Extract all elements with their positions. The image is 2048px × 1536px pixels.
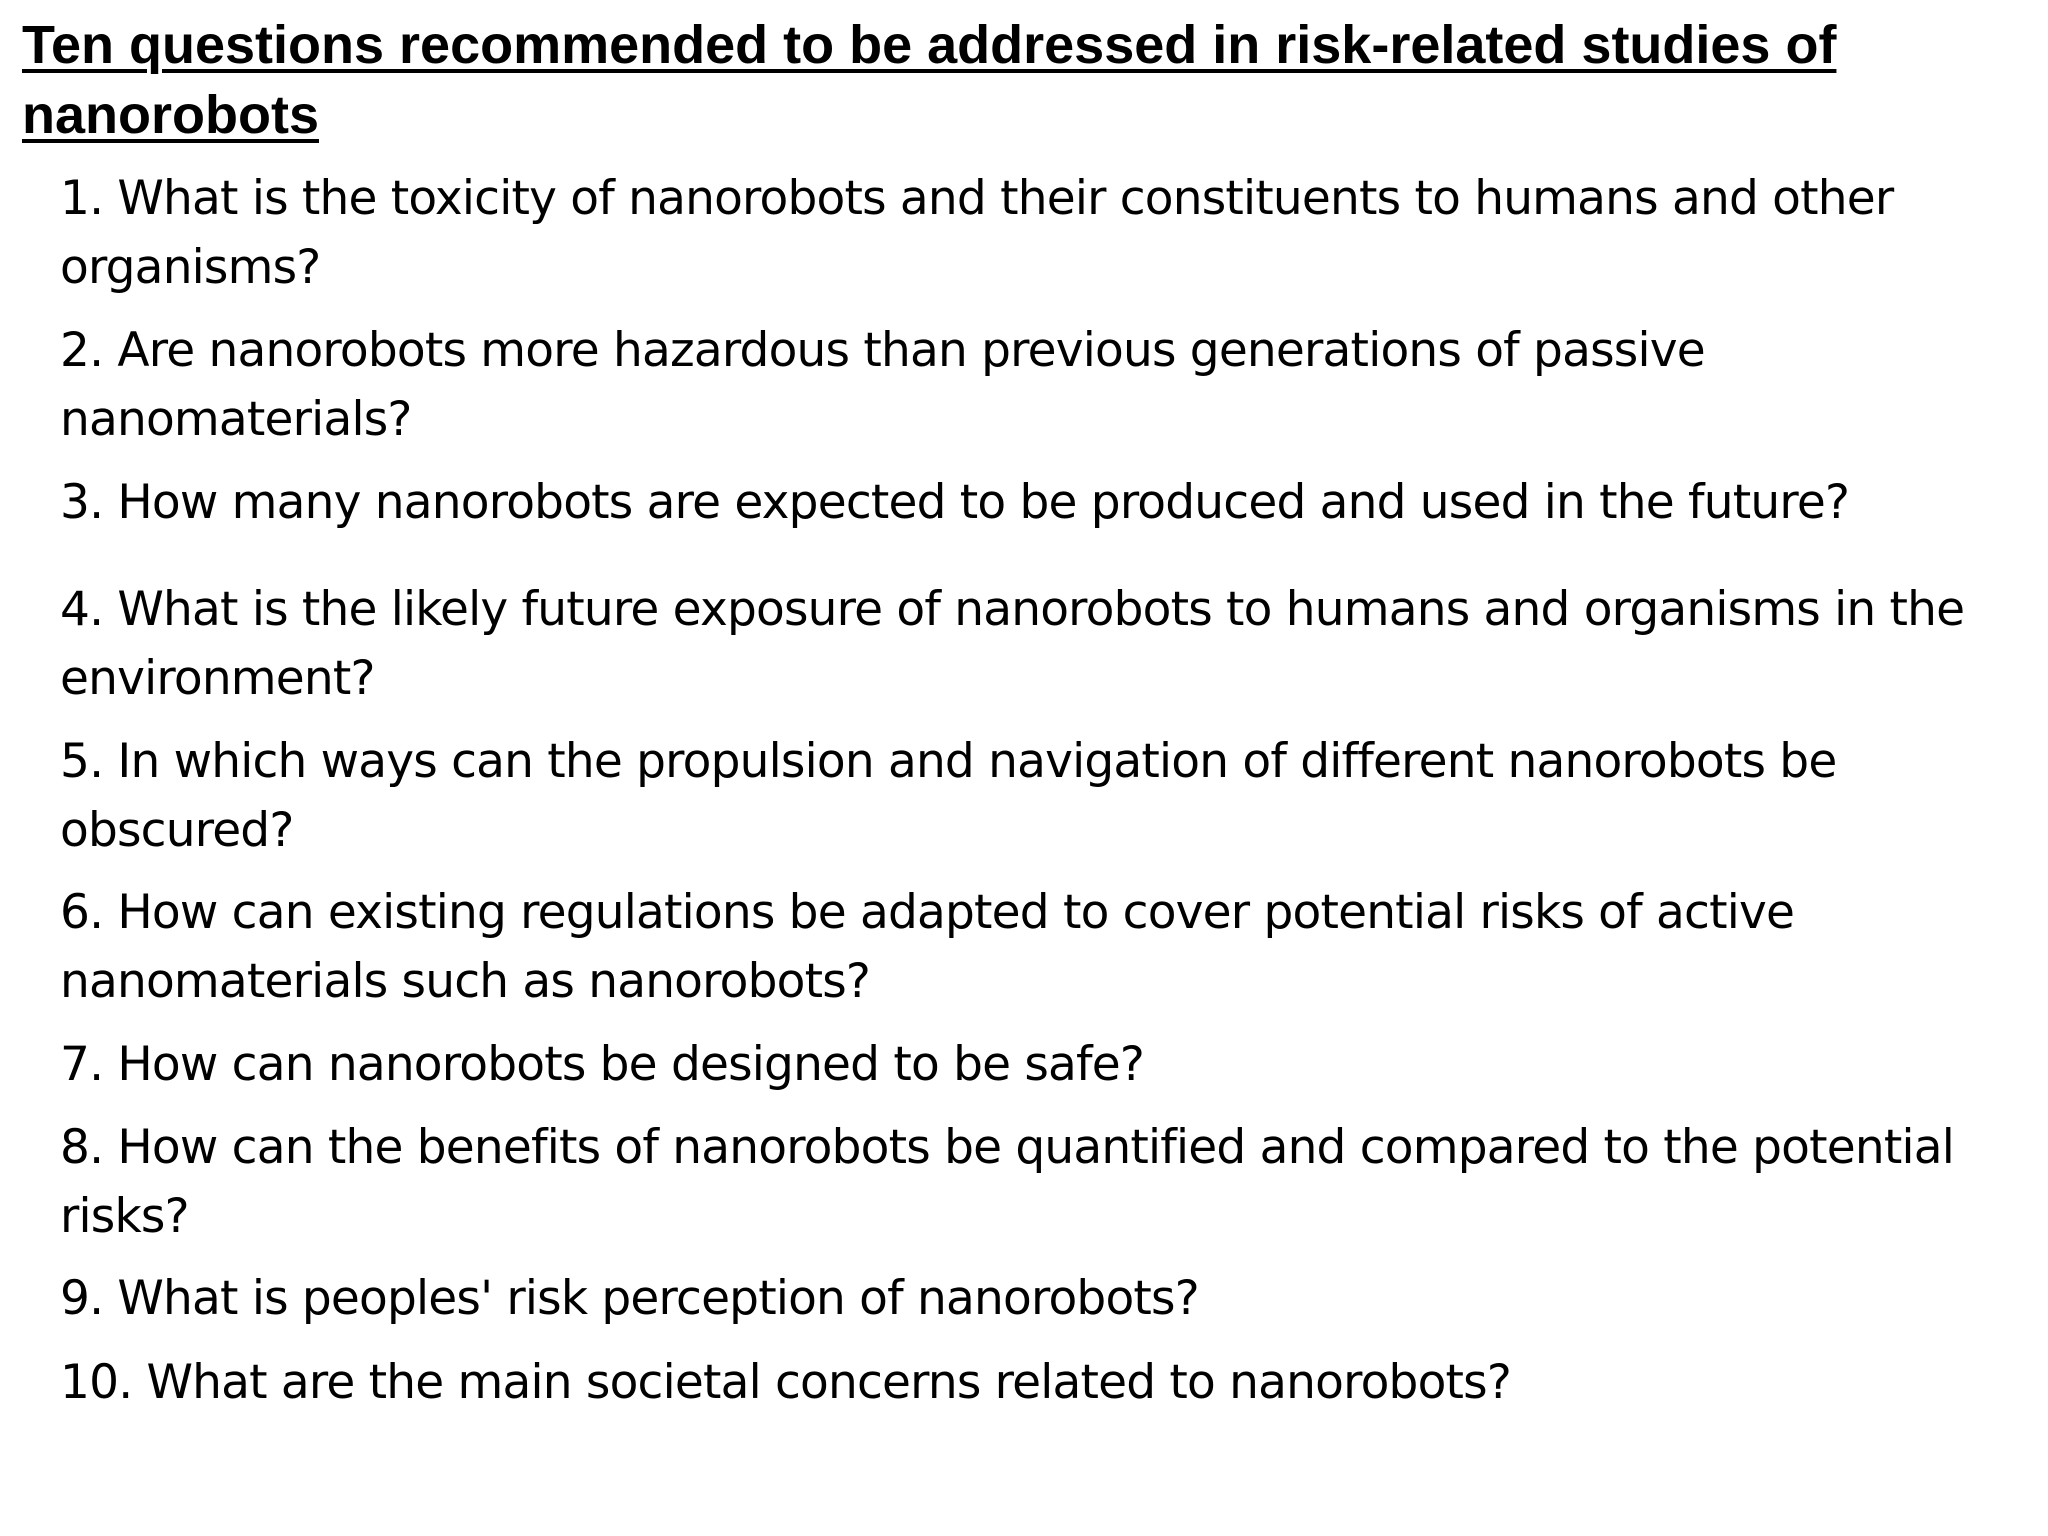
question-10-line-1: 10. What are the main societal concerns related to nanorobots?: [60, 1355, 1511, 1410]
question-3-line-1: 3. How many nanorobots are expected to be produced and used in the future?: [60, 475, 1850, 530]
question-6-line-2: nanomaterials such as nanorobots?: [60, 954, 871, 1009]
question-5-line-2: obscured?: [60, 803, 294, 858]
question-4-line-2: environment?: [60, 651, 375, 706]
question-4-line-1: 4. What is the likely future exposure of nanorobots to humans and organisms in the: [60, 582, 1965, 637]
slide-title: [22, 10, 2012, 150]
question-5: [60, 727, 2020, 865]
question-1: [60, 164, 2020, 302]
question-9: [60, 1264, 2020, 1333]
question-7-line-1: 7. How can nanorobots be designed to be safe?: [60, 1037, 1145, 1092]
question-1-line-1: 1. What is the toxicity of nanorobots and their constituents to humans and other: [60, 171, 1894, 226]
question-8-line-2: risks?: [60, 1189, 189, 1244]
question-9-line-1: 9. What is peoples' risk perception of nanorobots?: [60, 1271, 1199, 1326]
question-2-line-1: 2. Are nanorobots more hazardous than previous generations of passive: [60, 323, 1705, 378]
question-6: [60, 878, 2020, 1016]
question-5-line-1: 5. In which ways can the propulsion and navigation of different nanorobots be: [60, 734, 1837, 789]
question-6-line-1: 6. How can existing regulations be adapted to cover potential risks of active: [60, 885, 1795, 940]
slide-title-line-2: nanorobots: [22, 85, 319, 145]
question-7: [60, 1030, 2020, 1099]
question-2-line-2: nanomaterials?: [60, 392, 412, 447]
question-3: [60, 468, 2020, 537]
question-4: [60, 575, 2020, 713]
question-8-line-1: 8. How can the benefits of nanorobots be quantified and compared to the potential: [60, 1120, 1954, 1175]
question-1-line-2: organisms?: [60, 240, 321, 295]
question-2: [60, 316, 2020, 454]
slide-title-line-1: Ten questions recommended to be addressed in risk-related studies of: [22, 15, 1837, 75]
question-8: [60, 1113, 2020, 1251]
question-10: [60, 1348, 2020, 1417]
